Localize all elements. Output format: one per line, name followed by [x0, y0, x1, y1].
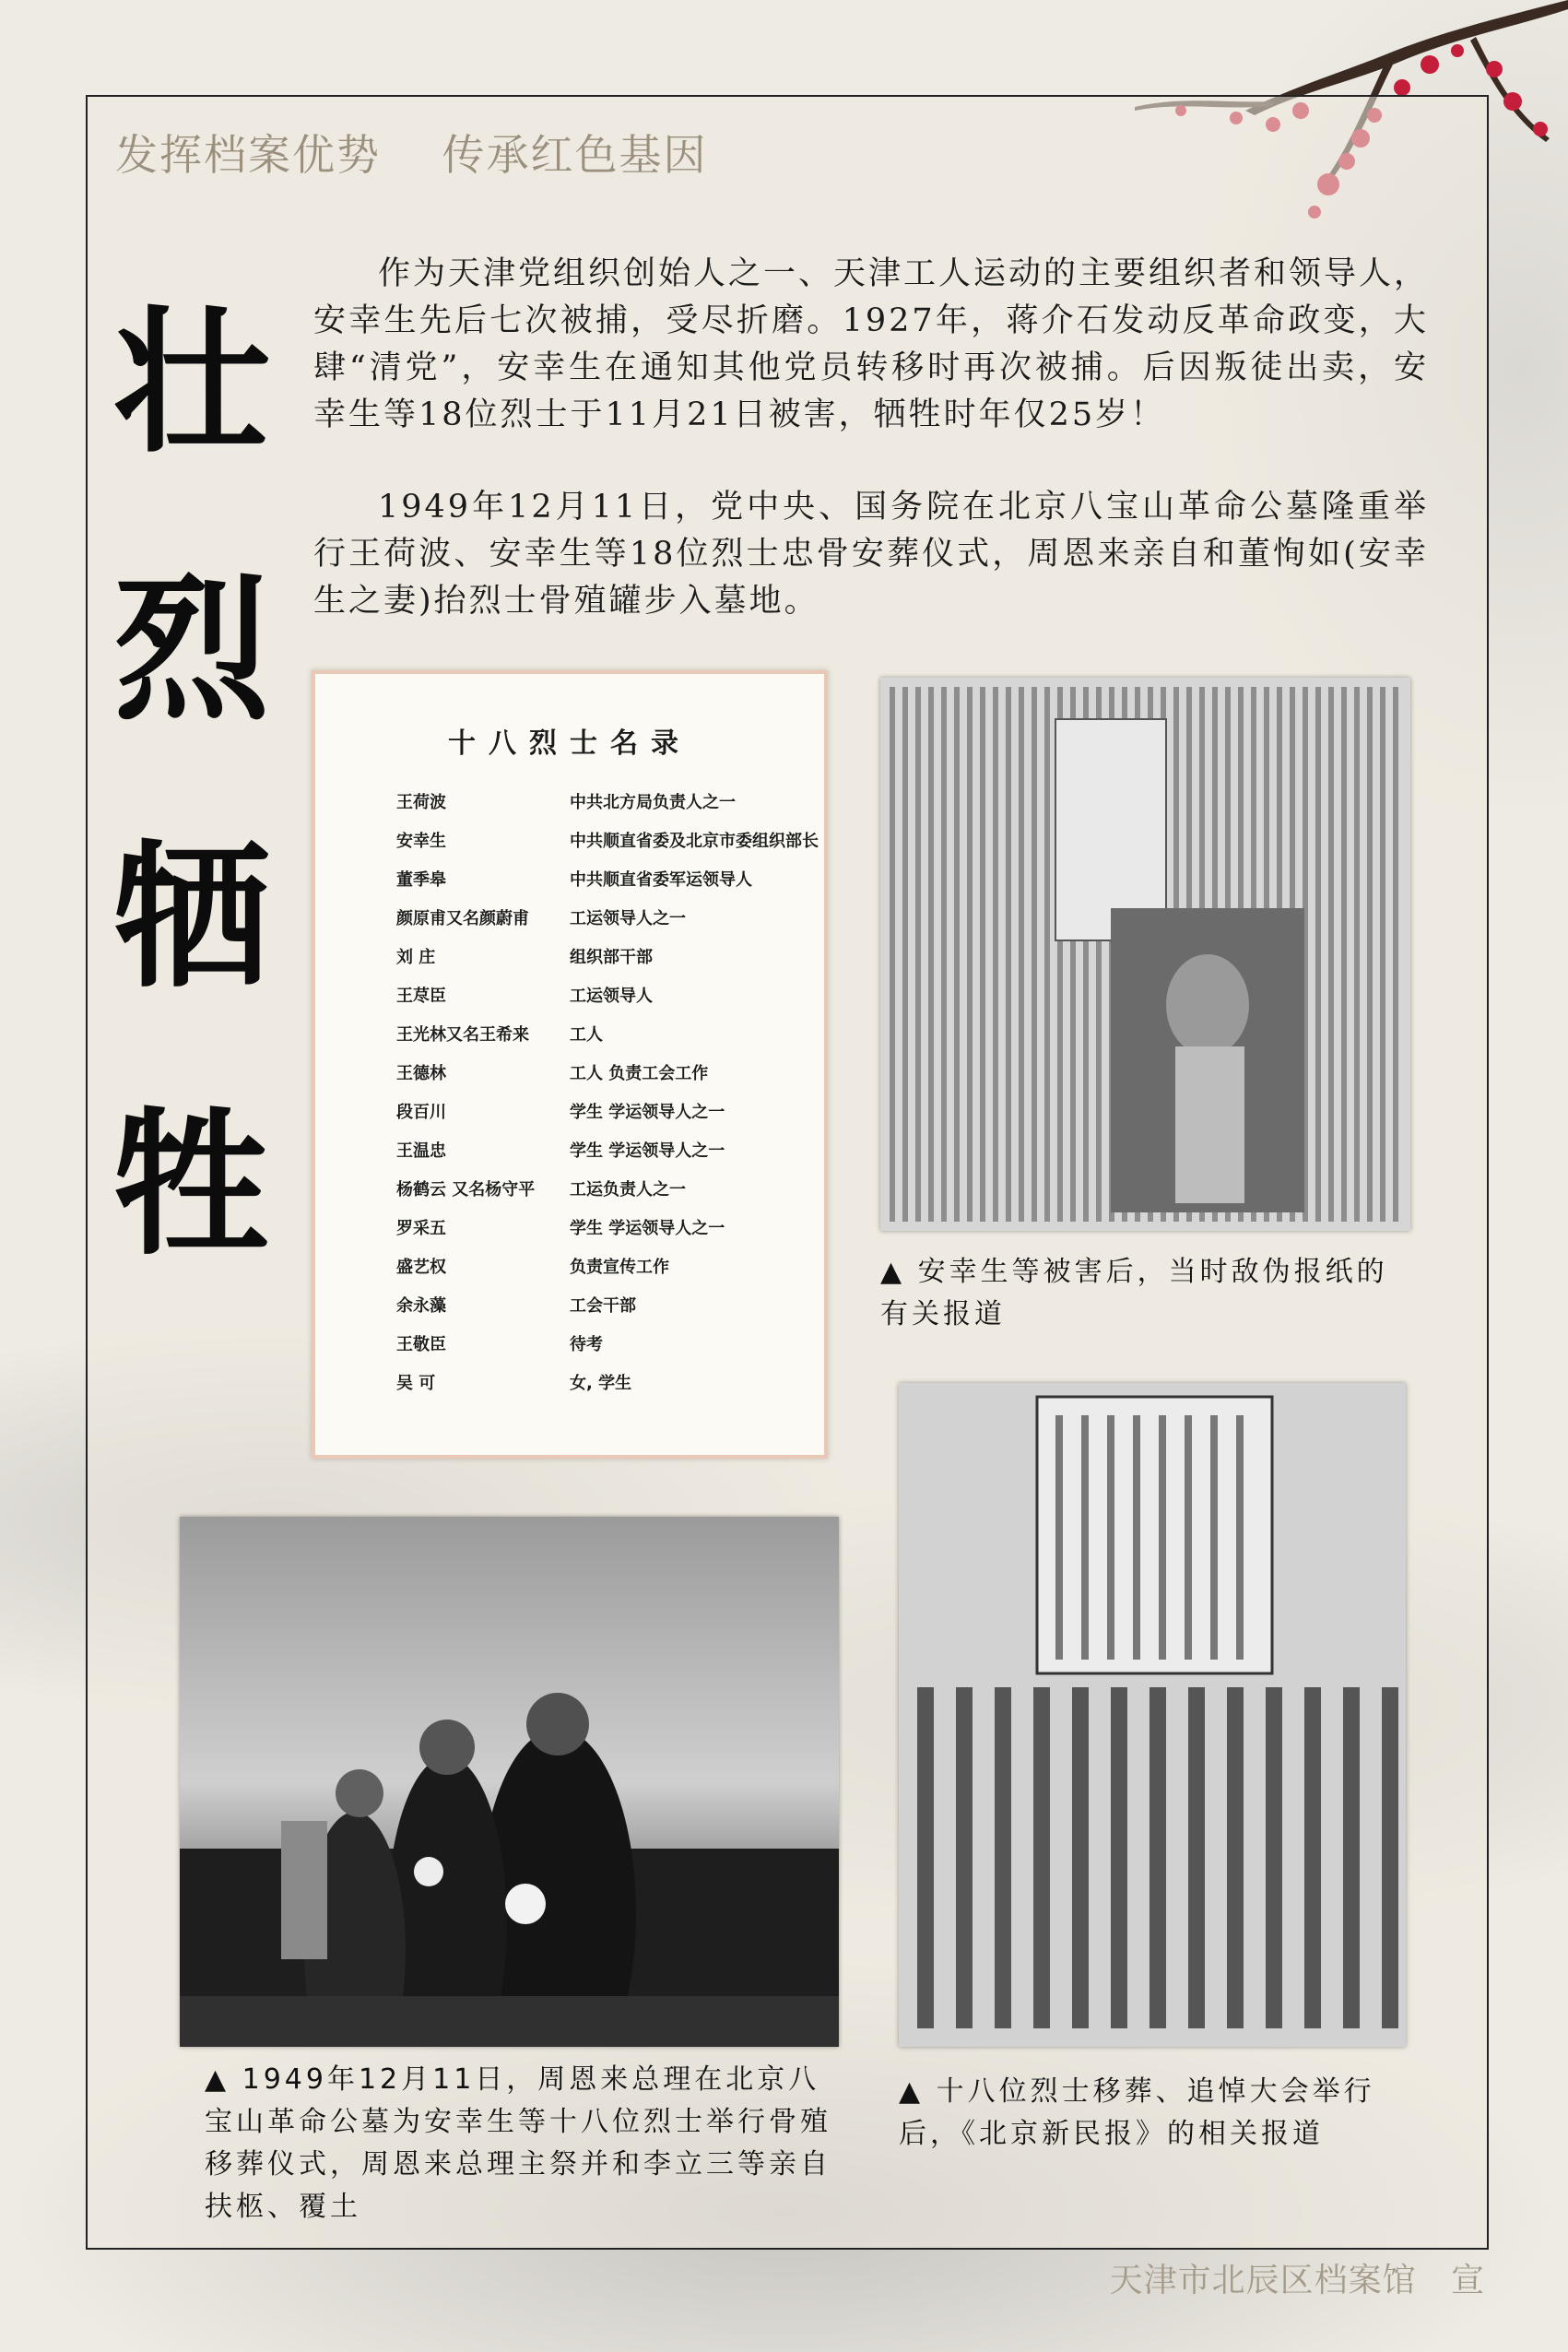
martyr-role: 女, 学生	[570, 1374, 632, 1393]
martyr-name: 王敬臣	[396, 1335, 446, 1354]
texture-line	[954, 687, 960, 1222]
texture-line	[941, 687, 947, 1222]
martyr-name: 王温忠	[396, 1141, 446, 1161]
texture-line	[928, 687, 934, 1222]
texture-line	[1072, 1687, 1089, 2028]
roster-row	[396, 944, 819, 983]
roster-row	[396, 1099, 819, 1138]
martyr-role: 工运领导人之一	[570, 909, 686, 928]
martyr-name: 刘 庄	[396, 948, 436, 967]
martyr-role: 组织部干部	[570, 948, 653, 967]
texture-line	[1006, 687, 1011, 1222]
martyr-role: 学生 学运领导人之一	[570, 1103, 725, 1122]
martyr-name: 余永藻	[396, 1296, 446, 1316]
texture-line	[967, 687, 973, 1222]
roster-row	[396, 828, 819, 867]
title-char: 牲	[112, 1093, 270, 1277]
texture-line	[1159, 1415, 1166, 1660]
texture-line	[1236, 1415, 1244, 1660]
texture-line	[980, 687, 985, 1222]
martyr-name: 吴 可	[396, 1374, 436, 1393]
texture-line	[1185, 1415, 1192, 1660]
martyr-name: 段百川	[396, 1103, 446, 1122]
texture-line	[1019, 687, 1024, 1222]
texture-line	[902, 687, 908, 1222]
intro-paragraph: 作为天津党组织创始人之一、天津工人运动的主要组织者和领导人，安幸生先后七次被捕，受尽折磨。1927年，蒋介石发动反革命政变，大肆“清党”，安幸生在通知其他党员转移时再次被捕。后因叛徒出卖，安幸生等18位烈士于11月21日被害，牺牲时年仅25岁！	[313, 255, 1430, 433]
martyr-role: 待考	[570, 1335, 603, 1354]
martyr-name: 盛艺权	[396, 1258, 446, 1277]
texture-line	[1188, 1687, 1205, 2028]
texture-line	[1266, 1687, 1282, 2028]
martyrs-roster-card	[312, 670, 828, 1459]
funeral-caption: ▲ 1949年12月11日，周恩来总理在北京八宝山革命公墓为安幸生等十八位烈士举行骨殖移葬仪式，周恩来总理主祭并和李立三等亲自扶柩、覆土	[205, 2063, 831, 2223]
handwritten-letter-image	[899, 1383, 1406, 2047]
funeral-ceremony-photo	[180, 1517, 839, 2047]
vertical-title	[109, 249, 275, 1318]
newspaper-clipping-graphic	[880, 678, 1410, 1231]
martyr-name: 王荩臣	[396, 987, 446, 1006]
texture-line	[1149, 1687, 1166, 2028]
title-char: 牺	[112, 825, 270, 1010]
texture-line	[1111, 1687, 1127, 2028]
archive-footer: 天津市北辰区档案馆 宣	[1109, 2262, 1485, 2299]
texture-line	[1304, 1687, 1321, 2028]
title-char: 壮	[112, 290, 270, 475]
roster-row	[396, 1331, 819, 1370]
letter-caption: ▲ 十八位烈士移葬、追悼大会举行后，《北京新民报》的相关报道	[899, 2075, 1375, 2150]
martyr-name: 杨鹤云 又名杨守平	[396, 1180, 536, 1200]
martyr-role: 学生 学运领导人之一	[570, 1219, 725, 1238]
texture-line	[1133, 1415, 1140, 1660]
texture-line	[1210, 1415, 1218, 1660]
roster-row	[396, 1022, 819, 1060]
texture-line	[1380, 687, 1385, 1222]
roster-row	[396, 867, 819, 905]
texture-line	[1354, 687, 1360, 1222]
newspaper-caption: ▲ 安幸生等被害后，当时敌伪报纸的有关报道	[880, 1256, 1388, 1330]
martyr-name: 罗采五	[396, 1219, 446, 1238]
roster-row	[396, 1254, 819, 1293]
martyr-role: 工人 负责工会工作	[570, 1064, 709, 1083]
roster-row	[396, 1138, 819, 1176]
martyr-role: 学生 学运领导人之一	[570, 1141, 725, 1161]
texture-line	[1227, 1687, 1244, 2028]
texture-line	[1081, 1415, 1089, 1660]
texture-line	[917, 1687, 934, 2028]
burial-paragraph: 1949年12月11日，党中央、国务院在北京八宝山革命公墓隆重举行王荷波、安幸生等18位烈士忠骨安葬仪式，周恩来亲自和董恂如(安幸生之妻)抬烈士骨殖罐步入墓地。	[313, 489, 1429, 620]
martyr-role: 工人	[570, 1025, 603, 1045]
slogan-header: 发挥档案优势 传承红色基因	[115, 130, 708, 180]
texture-line	[1328, 687, 1334, 1222]
newspaper-clipping-image	[880, 678, 1410, 1231]
martyr-role: 中共北方局负责人之一	[570, 793, 736, 812]
texture-line	[1315, 687, 1321, 1222]
texture-line	[1343, 1687, 1360, 2028]
martyr-name: 董季皋	[396, 870, 446, 890]
roster-row	[396, 789, 819, 828]
texture-line	[1367, 687, 1373, 1222]
letter-graphic	[899, 1383, 1406, 2047]
texture-line	[1055, 1415, 1063, 1660]
roster-row	[396, 1215, 819, 1254]
texture-line	[915, 687, 921, 1222]
roster-list	[396, 789, 819, 1409]
martyr-role: 工会干部	[570, 1296, 636, 1316]
martyr-name: 王光林又名王希来	[396, 1025, 529, 1045]
texture-line	[993, 687, 998, 1222]
roster-row	[396, 1370, 819, 1409]
texture-line	[1393, 687, 1398, 1222]
texture-line	[1107, 1415, 1114, 1660]
martyr-role: 工运负责人之一	[570, 1180, 686, 1200]
martyr-name: 王德林	[396, 1064, 446, 1083]
roster-row	[396, 1293, 819, 1331]
texture-line	[1382, 1687, 1398, 2028]
texture-line	[1033, 1687, 1050, 2028]
texture-line	[890, 687, 895, 1222]
funeral-photo-graphic	[180, 1517, 839, 2047]
texture-line	[956, 1687, 973, 2028]
martyr-role: 中共顺直省委军运领导人	[570, 870, 752, 890]
martyr-name: 王荷波	[396, 793, 446, 812]
roster-row	[396, 1060, 819, 1099]
roster-title: 十八烈士名录	[448, 727, 691, 760]
texture-line	[1044, 687, 1050, 1222]
texture-line	[1032, 687, 1037, 1222]
roster-row	[396, 1176, 819, 1215]
title-char: 烈	[112, 558, 270, 742]
texture-line	[1341, 687, 1347, 1222]
martyr-name: 安幸生	[396, 832, 446, 851]
martyr-role: 工运领导人	[570, 987, 653, 1006]
martyr-role: 中共顺直省委及北京市委组织部长	[570, 832, 819, 851]
roster-row	[396, 983, 819, 1022]
texture-line	[995, 1687, 1011, 2028]
roster-row	[396, 905, 819, 944]
martyr-role: 负责宣传工作	[570, 1258, 669, 1277]
martyr-name: 颜原甫又名颜蔚甫	[396, 909, 529, 928]
